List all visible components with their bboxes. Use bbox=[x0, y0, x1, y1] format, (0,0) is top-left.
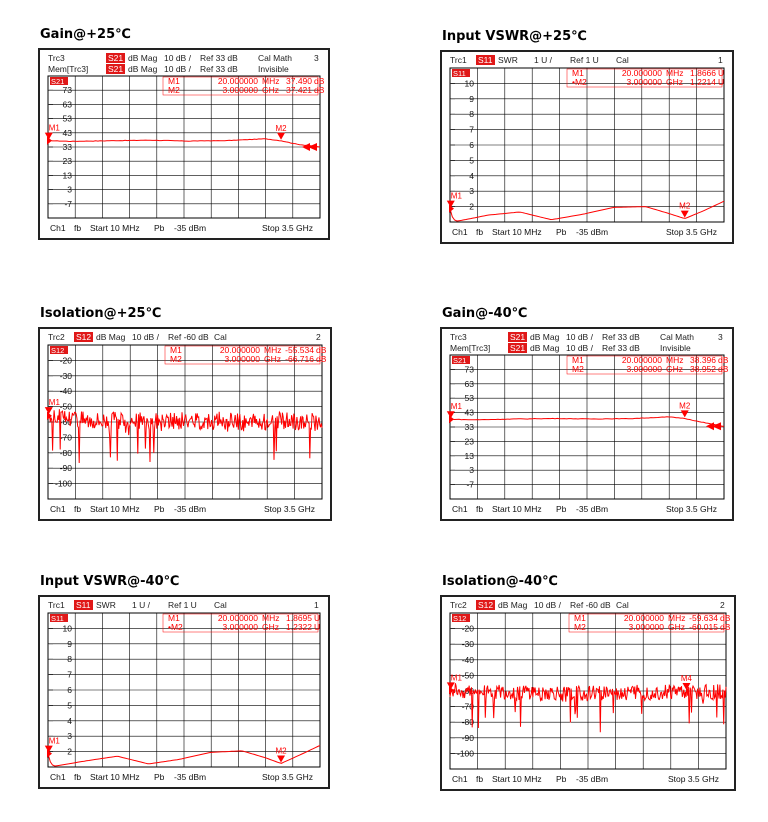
memory-trace-label: Mem[Trc3] bbox=[450, 343, 491, 353]
channel-number: 2 bbox=[720, 600, 725, 610]
ref-label: Ref 1 U bbox=[570, 55, 599, 65]
footer-label: Ch1 bbox=[452, 227, 468, 237]
y-tick-label: 3 bbox=[67, 731, 72, 742]
analyzer-panel-vswr-40 bbox=[38, 595, 330, 789]
y-tick-label: 7 bbox=[67, 669, 72, 680]
marker-readout: 3.000000 bbox=[626, 77, 662, 87]
marker-readout: M1 bbox=[572, 68, 584, 78]
sparam-tag: S21 bbox=[108, 53, 124, 63]
footer-label: Start 10 MHz bbox=[90, 772, 140, 782]
marker-readout: GHz bbox=[262, 622, 279, 632]
y-tick-label: -70 bbox=[59, 432, 72, 443]
marker-readout: 37.421 bbox=[286, 85, 312, 95]
marker-readout: GHz bbox=[264, 354, 281, 364]
y-tick-label: 10 bbox=[62, 623, 72, 634]
footer-label: Start 10 MHz bbox=[90, 223, 140, 233]
footer-label: -35 dBm bbox=[576, 774, 609, 784]
marker-readout: 3.000000 bbox=[222, 85, 258, 95]
marker-readout: M1 bbox=[170, 345, 182, 355]
panel-title-gain-40: Gain@-40℃ bbox=[442, 306, 528, 321]
marker-readout: 20.000000 bbox=[621, 68, 662, 78]
y-tick-label: -70 bbox=[461, 701, 474, 712]
marker-readout: MHz bbox=[262, 76, 280, 86]
y-tick-label: -80 bbox=[59, 447, 72, 458]
footer-label: Pb bbox=[556, 774, 567, 784]
format-label: dB Mag bbox=[498, 600, 528, 610]
y-tick-label: 3 bbox=[469, 465, 474, 476]
y-tick-label: 73 bbox=[464, 364, 474, 375]
invisible-label: Invisible bbox=[258, 64, 289, 74]
y-tick-label: 9 bbox=[67, 638, 72, 649]
y-tick-label: -50 bbox=[59, 401, 72, 412]
footer-label: Pb bbox=[556, 504, 567, 514]
plot-svg bbox=[442, 52, 732, 242]
marker-readout: U bbox=[718, 68, 725, 78]
channel-number: 3 bbox=[718, 332, 723, 342]
panel-title-isolation-25: Isolation@+25℃ bbox=[40, 306, 162, 321]
analyzer-panel-isolation-40 bbox=[440, 595, 736, 791]
y-tick-label: 13 bbox=[62, 170, 72, 181]
scale-label: 10 dB / bbox=[164, 64, 191, 74]
y-tick-label: 8 bbox=[469, 109, 474, 120]
y-tick-label: -20 bbox=[461, 623, 474, 634]
cal-label: Cal bbox=[616, 600, 629, 610]
sparam-tag: S21 bbox=[510, 343, 526, 353]
marker-readout: dB bbox=[316, 354, 327, 364]
plot-svg bbox=[40, 597, 328, 787]
footer-label: Stop 3.5 GHz bbox=[666, 504, 718, 514]
y-tick-label: 8 bbox=[67, 654, 72, 665]
analyzer-panel-gain-40 bbox=[440, 327, 734, 521]
ref-label: Ref 33 dB bbox=[602, 332, 640, 342]
format-label: dB Mag bbox=[530, 332, 560, 342]
analyzer-panel-isolation-25 bbox=[38, 327, 332, 521]
y-tick-label: 13 bbox=[464, 450, 474, 461]
marker-readout: dB bbox=[316, 345, 327, 355]
marker-readout: M1 bbox=[574, 613, 586, 623]
marker-readout: U bbox=[314, 622, 321, 632]
footer-label: -35 dBm bbox=[174, 772, 207, 782]
y-tick-label: 23 bbox=[62, 156, 72, 167]
footer-label: Start 10 MHz bbox=[492, 504, 542, 514]
marker-readout: M2 bbox=[574, 622, 586, 632]
footer-label: fb bbox=[74, 223, 82, 233]
invisible-label: Invisible bbox=[660, 343, 691, 353]
cal-label: Cal bbox=[214, 332, 227, 342]
marker-readout: 3.000000 bbox=[224, 354, 260, 364]
y-tick-label: 73 bbox=[62, 85, 72, 96]
y-tick-label: 63 bbox=[62, 99, 72, 110]
marker-readout: dB bbox=[720, 622, 731, 632]
marker-readout: M2 bbox=[168, 85, 180, 95]
marker-readout: 20.000000 bbox=[623, 613, 664, 623]
channel-number: 1 bbox=[314, 600, 319, 610]
panel-title-isolation-40: Isolation@-40℃ bbox=[442, 574, 558, 589]
marker-readout: 38.952 bbox=[690, 364, 716, 374]
y-tick-label: 10 bbox=[464, 78, 474, 89]
marker-label: M1 bbox=[450, 191, 462, 201]
channel-number: 1 bbox=[718, 55, 723, 65]
marker-label: M2 bbox=[679, 401, 691, 411]
marker-triangle bbox=[681, 211, 689, 218]
y-tick-label: -20 bbox=[59, 355, 72, 366]
y-tick-label: -90 bbox=[461, 732, 474, 743]
analyzer-panel-gain-25 bbox=[38, 48, 330, 240]
trace-label: Trc1 bbox=[450, 55, 467, 65]
y-tick-label: -30 bbox=[461, 639, 474, 650]
marker-readout: M2 bbox=[572, 364, 584, 374]
marker-readout: M1 bbox=[572, 355, 584, 365]
footer-label: Pb bbox=[154, 772, 165, 782]
marker-readout: 20.000000 bbox=[621, 355, 662, 365]
y-tick-label: -60 bbox=[59, 417, 72, 427]
marker-label: M1 bbox=[48, 123, 60, 133]
y-tick-label: -30 bbox=[59, 370, 72, 381]
marker-readout: dB bbox=[718, 364, 729, 374]
marker-readout: •M2 bbox=[572, 77, 587, 87]
y-tick-label: -60 bbox=[461, 686, 474, 696]
ref-label: Ref 33 dB bbox=[200, 53, 238, 63]
footer-label: Start 10 MHz bbox=[492, 774, 542, 784]
marker-readout: 1.2322 bbox=[286, 622, 312, 632]
trace-sparam-box-label: S12 bbox=[453, 614, 467, 623]
marker-readout: dB bbox=[720, 613, 731, 623]
trace-label: Trc3 bbox=[450, 332, 467, 342]
footer-label: fb bbox=[476, 504, 484, 514]
marker-readout: 20.000000 bbox=[217, 613, 258, 623]
trace-label: Trc3 bbox=[48, 53, 65, 63]
y-tick-label: 3 bbox=[469, 186, 474, 197]
marker-readout: -55.534 bbox=[285, 345, 314, 355]
ref-label: Ref -60 dB bbox=[570, 600, 611, 610]
memory-trace-label: Mem[Trc3] bbox=[48, 64, 89, 74]
panel-title-gain-25: Gain@+25℃ bbox=[40, 27, 131, 42]
footer-label: Stop 3.5 GHz bbox=[262, 223, 314, 233]
y-tick-label: 33 bbox=[464, 422, 474, 432]
footer-label: Stop 3.5 GHz bbox=[666, 227, 718, 237]
y-tick-label: 5 bbox=[469, 155, 474, 166]
marker-triangle bbox=[45, 407, 53, 414]
scale-label: 10 dB / bbox=[164, 53, 191, 63]
sparam-tag: S11 bbox=[478, 55, 493, 65]
channel-number: 2 bbox=[316, 332, 321, 342]
footer-label: -35 dBm bbox=[174, 504, 207, 514]
sparam-tag: S21 bbox=[510, 332, 526, 342]
marker-label: M2 bbox=[275, 123, 287, 133]
marker-readout: 37.490 bbox=[286, 76, 312, 86]
format-label: dB Mag bbox=[530, 343, 560, 353]
analyzer-panel-vswr-25 bbox=[440, 50, 734, 244]
footer-label: Ch1 bbox=[50, 772, 66, 782]
y-tick-label: -100 bbox=[456, 748, 474, 759]
trace-sparam-box-label: S21 bbox=[453, 356, 467, 365]
trace-sparam-box-label: S12 bbox=[51, 346, 65, 355]
footer-label: Start 10 MHz bbox=[492, 227, 542, 237]
marker-readout: GHz bbox=[666, 77, 683, 87]
footer-label: Ch1 bbox=[50, 223, 66, 233]
marker-readout: 1.2214 bbox=[690, 77, 716, 87]
marker-readout: -60.015 bbox=[689, 622, 718, 632]
marker-triangle bbox=[682, 683, 690, 690]
y-tick-label: 63 bbox=[464, 378, 474, 389]
marker-triangle bbox=[277, 755, 285, 762]
ref-label: Ref -60 dB bbox=[168, 332, 209, 342]
plot-svg bbox=[40, 50, 328, 238]
y-tick-label: 3 bbox=[67, 184, 72, 195]
marker-readout: 1.8666 bbox=[690, 68, 716, 78]
y-tick-label: 43 bbox=[464, 407, 474, 418]
y-tick-label: 43 bbox=[62, 127, 72, 138]
format-label: dB Mag bbox=[128, 64, 158, 74]
y-tick-label: 23 bbox=[464, 436, 474, 447]
footer-label: fb bbox=[476, 774, 484, 784]
marker-label: M2 bbox=[679, 201, 691, 211]
cal-label: Cal bbox=[616, 55, 629, 65]
marker-label: M2 bbox=[275, 746, 287, 756]
footer-label: Ch1 bbox=[452, 774, 468, 784]
format-label: dB Mag bbox=[128, 53, 158, 63]
marker-readout: 3.000000 bbox=[628, 622, 664, 632]
y-tick-label: -50 bbox=[461, 670, 474, 681]
plot-svg bbox=[442, 597, 734, 789]
y-tick-label: 5 bbox=[67, 700, 72, 711]
marker-readout: dB bbox=[314, 85, 325, 95]
marker-readout: GHz bbox=[666, 364, 683, 374]
marker-triangle bbox=[277, 133, 285, 140]
y-tick-label: 7 bbox=[469, 124, 474, 135]
marker-readout: dB bbox=[718, 355, 729, 365]
reference-arrow bbox=[302, 143, 317, 151]
scale-label: 10 dB / bbox=[132, 332, 159, 342]
y-tick-label: -90 bbox=[59, 463, 72, 474]
ref-label: Ref 33 dB bbox=[602, 343, 640, 353]
scale-label: 1 U / bbox=[534, 55, 552, 65]
marker-label: M4 bbox=[680, 674, 693, 683]
marker-readout: -66.716 bbox=[285, 354, 314, 364]
footer-label: Stop 3.5 GHz bbox=[262, 772, 314, 782]
footer-label: Start 10 MHz bbox=[90, 504, 140, 514]
trace-sparam-box-label: S21 bbox=[51, 77, 65, 86]
footer-label: Ch1 bbox=[50, 504, 66, 514]
marker-readout: dB bbox=[314, 76, 325, 86]
marker-readout: MHz bbox=[666, 68, 684, 78]
trace-sparam-box-label: S11 bbox=[453, 69, 466, 78]
marker-readout: M2 bbox=[170, 354, 182, 364]
footer-label: Pb bbox=[556, 227, 567, 237]
footer-label: fb bbox=[74, 772, 82, 782]
footer-label: Pb bbox=[154, 504, 165, 514]
y-tick-label: 4 bbox=[67, 715, 72, 726]
marker-readout: MHz bbox=[262, 613, 280, 623]
format-label: dB Mag bbox=[96, 332, 126, 342]
marker-readout: MHz bbox=[668, 613, 686, 623]
marker-readout: GHz bbox=[262, 85, 279, 95]
sparam-tag: S11 bbox=[76, 600, 91, 610]
marker-readout: GHz bbox=[668, 622, 685, 632]
scale-label: 10 dB / bbox=[566, 343, 593, 353]
footer-label: Stop 3.5 GHz bbox=[264, 504, 316, 514]
y-tick-label: 9 bbox=[469, 93, 474, 104]
y-tick-label: -7 bbox=[466, 479, 474, 490]
marker-readout: 20.000000 bbox=[217, 76, 258, 86]
plot-svg bbox=[442, 329, 732, 519]
plot-svg bbox=[40, 329, 330, 519]
y-tick-label: 6 bbox=[67, 685, 72, 695]
footer-label: Pb bbox=[154, 223, 165, 233]
marker-triangle bbox=[681, 410, 689, 417]
footer-label: Ch1 bbox=[452, 504, 468, 514]
marker-readout: MHz bbox=[666, 355, 684, 365]
marker-label: M1 bbox=[48, 736, 60, 746]
y-tick-label: 2 bbox=[67, 746, 72, 757]
cal-label: Cal Math bbox=[258, 53, 293, 63]
trace-sparam-box-label: S11 bbox=[51, 614, 64, 623]
y-tick-label: -7 bbox=[64, 198, 72, 209]
panel-title-vswr-40: Input VSWR@-40℃ bbox=[40, 574, 180, 589]
marker-label: M1 bbox=[450, 673, 462, 683]
sparam-tag: S21 bbox=[108, 64, 124, 74]
marker-readout: 38.396 bbox=[690, 355, 716, 365]
y-tick-label: 33 bbox=[62, 142, 72, 152]
ref-label: Ref 1 U bbox=[168, 600, 197, 610]
marker-readout: 3.000000 bbox=[626, 364, 662, 374]
marker-label: M1 bbox=[450, 402, 462, 412]
y-tick-label: -40 bbox=[461, 654, 474, 665]
format-label: SWR bbox=[498, 55, 518, 65]
y-tick-label: -40 bbox=[59, 386, 72, 397]
footer-label: Stop 3.5 GHz bbox=[668, 774, 720, 784]
scale-label: 10 dB / bbox=[566, 332, 593, 342]
y-tick-label: 4 bbox=[469, 170, 474, 181]
y-tick-label: 53 bbox=[62, 113, 72, 124]
marker-readout: U bbox=[314, 613, 321, 623]
panel-title-vswr-25: Input VSWR@+25℃ bbox=[442, 29, 587, 44]
ref-label: Ref 33 dB bbox=[200, 64, 238, 74]
marker-label: M1 bbox=[48, 398, 60, 408]
y-tick-label: -80 bbox=[461, 717, 474, 728]
marker-readout: -59.634 bbox=[689, 613, 718, 623]
channel-number: 3 bbox=[314, 53, 319, 63]
cal-label: Cal Math bbox=[660, 332, 695, 342]
marker-readout: 1.8695 bbox=[286, 613, 312, 623]
marker-readout: M1 bbox=[168, 613, 180, 623]
marker-readout: M1 bbox=[168, 76, 180, 86]
scale-label: 10 dB / bbox=[534, 600, 561, 610]
footer-label: -35 dBm bbox=[576, 504, 609, 514]
cal-label: Cal bbox=[214, 600, 227, 610]
trace-label: Trc2 bbox=[450, 600, 467, 610]
y-tick-label: -100 bbox=[54, 478, 72, 489]
footer-label: -35 dBm bbox=[576, 227, 609, 237]
format-label: SWR bbox=[96, 600, 116, 610]
marker-readout: 3.000000 bbox=[222, 622, 258, 632]
marker-readout: MHz bbox=[264, 345, 282, 355]
y-tick-label: 53 bbox=[464, 393, 474, 404]
footer-label: fb bbox=[476, 227, 484, 237]
marker-readout: •M2 bbox=[168, 622, 183, 632]
trace-label: Trc2 bbox=[48, 332, 65, 342]
footer-label: fb bbox=[74, 504, 82, 514]
y-tick-label: 6 bbox=[469, 140, 474, 150]
scale-label: 1 U / bbox=[132, 600, 150, 610]
footer-label: -35 dBm bbox=[174, 223, 207, 233]
y-tick-label: 2 bbox=[469, 201, 474, 212]
sparam-tag: S12 bbox=[478, 600, 494, 610]
sparam-tag: S12 bbox=[76, 332, 92, 342]
marker-readout: 20.000000 bbox=[219, 345, 260, 355]
trace-label: Trc1 bbox=[48, 600, 65, 610]
marker-readout: U bbox=[718, 77, 725, 87]
